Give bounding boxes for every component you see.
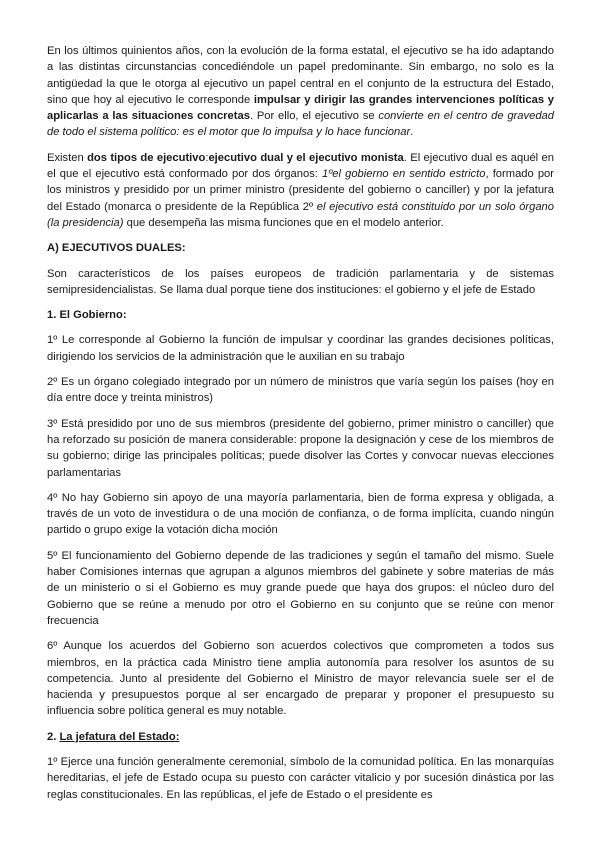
section-a-intro: Son característicos de los países europeos de tradición parlamentaria y de sistemas semipresidencialistas. Se llama dual porque tiene dos instituciones: el gobierno y el jefe de Estado — [47, 267, 554, 296]
section-heading-ejecutivos-duales: A) EJECUTIVOS DUALES: — [47, 242, 186, 255]
text-run: . — [410, 126, 414, 139]
text-run: , formado por los ministros y presidido por un primer ministro (presidente del gobierno o canciller) y por la jefatura del Estado (monarca o presidente de la República 2º — [47, 168, 554, 213]
subsection-heading-jefatura — [47, 729, 554, 745]
italic-phrase: 1ºel gobierno en sentido estricto — [322, 168, 486, 181]
text-run: En los últimos quinientos años, con la evolución de la forma estatal, el ejecutivo se ha ido adaptando a las distintas circunstancias concediéndole un papel predominante. Sin embargo, no solo es la antigüedad la que le otorga al ejecutivo un papel central en el conjunto de la estructura del Estado, sino que hoy al ejecutivo le corresponde — [47, 45, 554, 106]
gobierno-item-6: 6º Aunque los acuerdos del Gobierno son acuerdos colectivos que comprometen a todos sus miembros, en la práctica cada Ministro tiene amplia autonomía para resolver los asuntos de su competencia. Junto al presidente del Gobierno el Ministro de mayor relevancia suele ser el de hacienda y presupuestos porque al ser encargado de preparar y proponer el presupuesto su influencia sobre política general es muy notable. — [47, 640, 554, 718]
text-run: . El ejecutivo dual es aquél en el que el ejecutivo está conformado por dos órganos: — [47, 151, 554, 181]
bold-phrase: impulsar y dirigir las grandes intervenciones políticas y aplicarlas a las situaciones concretas — [47, 93, 555, 123]
intro-paragraph-2 — [47, 150, 554, 231]
text-run: : — [205, 151, 209, 164]
bold-phrase: ejecutivo dual y el ejecutivo monista — [208, 151, 404, 164]
heading-number: 2. — [47, 730, 60, 743]
gobierno-item-2: 2º Es un órgano colegiado integrado por un número de ministros que varía según los países (hoy en día entre doce y treinta ministros) — [47, 376, 554, 405]
bold-phrase: dos tipos de ejecutivo — [87, 151, 206, 164]
subsection-heading-gobierno: 1. El Gobierno: — [47, 309, 127, 322]
italic-phrase: convierte en el centro de gravedad de todo el sistema político: es el motor que lo impulsa y lo hace funcionar — [47, 110, 554, 139]
gobierno-item-3: 3º Está presidido por uno de sus miembros (presidente del gobierno, primer ministro o canciller) que ha reforzado su posición de manera considerable: propone la designación y cese de los miembros de su gobierno; dirige las principales políticas; puede disolver las Cortes y convocar nuevas elecciones parlamentarias — [47, 417, 554, 479]
heading-text: La jefatura del Estado: — [59, 730, 180, 743]
gobierno-item-1: 1º Le corresponde al Gobierno la función de impulsar y coordinar las grandes decisiones políticas, dirigiendo los servicios de la administración que le auxilian en su trabajo — [47, 334, 554, 363]
jefatura-item-1: 1º Ejerce una función generalmente ceremonial, símbolo de la comunidad política. En las monarquías hereditarias, el jefe de Estado ocupa su puesto con carácter vitalicio y por sucesión dinástica por las reglas constitucionales. En las repúblicas, el jefe de Estado o el presidente es — [47, 755, 554, 801]
text-run: Existen — [47, 151, 88, 164]
text-run: que desempeña las misma funciones que en el modelo anterior. — [123, 216, 444, 229]
intro-paragraph-1 — [47, 43, 554, 141]
document-page — [47, 43, 554, 812]
italic-phrase: el ejecutivo está constituido por un solo órgano (la presidencia) — [47, 200, 554, 229]
gobierno-item-4: 4º No hay Gobierno sin apoyo de una mayoría parlamentaria, bien de forma expresa y obligada, a través de un voto de investidura o de una moción de confianza, o de forma implícita, cuando ningún partido o grupo exige la votación dicha moción — [47, 491, 554, 537]
gobierno-item-5: 5º El funcionamiento del Gobierno depende de las tradiciones y según el tamaño del mismo. Suele haber Comisiones internas que agrupan a algunos miembros del gabinete y sobre materias de más de un ministerio o si el Gobierno es muy grande puede que haya dos grupos: el núcleo duro del Gobierno que se reúne a menudo por otro el Gobierno en su conjunto que se reúne con menor frecuencia — [47, 549, 554, 627]
text-run: . Por ello, el ejecutivo se — [249, 110, 379, 123]
